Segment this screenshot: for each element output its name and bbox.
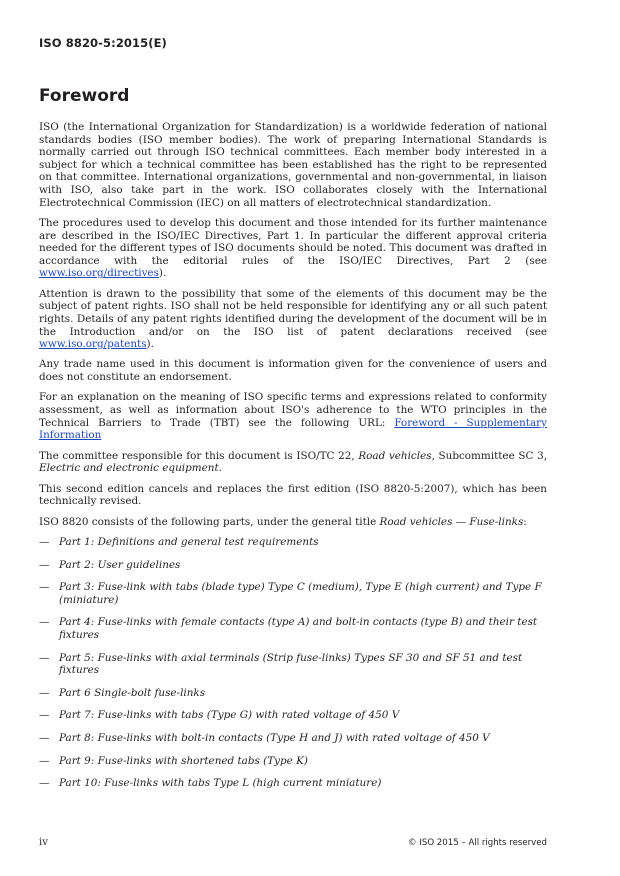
paragraph-edition: This second edition cancels and replaces the first edition (ISO 8820-5:2007), which has been technically revised. [39,482,547,508]
list-item-label: Part 4: Fuse-links with female contacts (type A) and bolt-in contacts (type B) and their test fixtures [59,616,538,641]
paragraph-parts-intro [39,516,547,529]
paragraph-conformity-text: For an explanation on the meaning of ISO specific terms and expressions related to conformity assessment, as well as information about ISO's adherence to the WTO principles in the Technical Barriers to Trade (TBT) see the following URL: [39,391,547,429]
page-title: Foreword [39,86,130,106]
paragraph-iso-intro: ISO (the International Organization for Standardization) is a worldwide federation of national standards bodies (ISO member bodies). The work of preparing International Standards is normally carried out through ISO technical committees. Each member body interested in a subject for which a technical committee has been established has the right to be represented on that committee. International organizations, governmental and non-governmental, in liaison with ISO, also take part in the work. ISO collaborates closely with the International Electrotechnical Commission (IEC) on all matters of electrotechnical standardization. [39,121,547,209]
list-dash: — [39,581,50,594]
list-dash: — [39,616,50,629]
list-item [39,652,547,677]
list-dash: — [39,754,50,767]
paragraph-directives-end: ). [158,267,167,280]
list-item-label: Part 7: Fuse-links with tabs (Type G) with rated voltage of 450 V [59,709,400,722]
committee-text-c: , Subcommittee SC 3, [431,449,547,462]
list-item [39,616,547,641]
list-item [39,581,547,606]
list-item-label: Part 9: Fuse-links with shortened tabs (Type K) [59,754,308,767]
list-dash: — [39,777,50,790]
list-item [39,559,547,572]
list-dash: — [39,709,50,722]
list-item [39,732,547,745]
list-item-label: Part 3: Fuse-link with tabs (blade type) Type C (medium), Type E (high current) and Type F (miniature) [59,581,542,606]
list-item-label: Part 10: Fuse-links with tabs Type L (high current miniature) [59,777,382,790]
list-item [39,777,547,790]
list-item [39,709,547,722]
parts-intro-text: ISO 8820 consists of the following parts, under the general title [39,515,380,528]
committee-subcommittee-title: Electric and electronic equipment [39,462,219,475]
committee-text-e: . [218,462,222,475]
list-item-label: Part 5: Fuse-links with axial terminals (Strip fuse-links) Types SF 30 and SF 51 and test fixtures [59,651,523,677]
list-item-label: Part 2: User guidelines [59,558,181,571]
list-item-label: Part 6 Single-bolt fuse-links [59,686,206,699]
copyright-notice: © ISO 2015 – All rights reserved [408,838,547,848]
parts-general-title: Road vehicles — Fuse-links [379,515,524,528]
list-item [39,755,547,768]
parts-list [39,536,547,790]
list-item [39,687,547,700]
list-dash: — [39,558,50,571]
patents-link[interactable]: www.iso.org/patents [39,338,147,351]
foreword-body [39,121,547,800]
paragraph-patents-end: ). [146,338,154,351]
list-dash: — [39,731,50,744]
paragraph-directives [39,217,547,280]
document-identifier: ISO 8820-5:2015(E) [39,36,167,50]
paragraph-conformity [39,391,547,441]
list-dash: — [39,536,50,548]
paragraph-patents [39,288,547,351]
list-item [39,536,547,549]
committee-road-vehicles: Road vehicles [358,449,432,462]
directives-link[interactable]: www.iso.org/directives [39,267,159,280]
paragraph-trade-name: Any trade name used in this document is information given for the convenience of users and does not constitute an endorsement. [39,358,547,384]
paragraph-patents-text: Attention is drawn to the possibility that some of the elements of this document may be the subject of patent rights. ISO shall not be held responsible for identifying any or all such patent rights. Details of any patent rights identified during the development of the document will be in the Introduction and/or on the ISO list of patent declarations received (see [39,287,547,338]
page-number: iv [39,837,48,848]
list-dash: — [39,686,50,699]
parts-intro-end: : [523,515,527,528]
list-dash: — [39,651,50,664]
committee-text-a: The committee responsible for this document is ISO/TC 22, [39,449,359,462]
list-item-label: Part 1: Definitions and general test requirements [59,536,319,548]
list-item-label: Part 8: Fuse-links with bolt-in contacts (Type H and J) with rated voltage of 450 V [59,731,490,744]
paragraph-directives-text: The procedures used to develop this document and those intended for its further maintenance are described in the ISO/IEC Directives, Part 1. In particular the different approval criteria needed for the different types of ISO documents should be noted. This document was drafted in accordance with the editorial rules of the ISO/IEC Directives, Part 2 (see [39,216,547,267]
paragraph-committee [39,450,547,475]
supplementary-info-link[interactable]: Foreword - Supplementary Information [39,416,547,442]
